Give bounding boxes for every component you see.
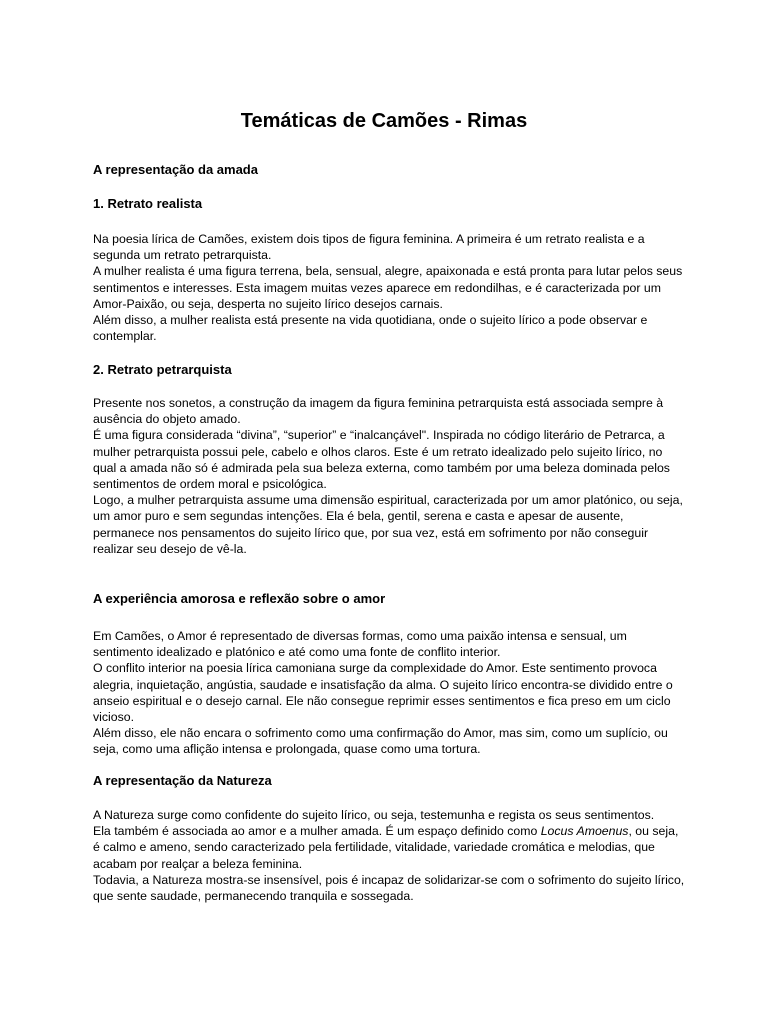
section-heading-amada: A representação da amada <box>93 162 258 177</box>
section-heading-experiencia: A experiência amorosa e reflexão sobre o amor <box>93 591 386 606</box>
text-run: Ela também é associada ao amor e a mulher amada. É um espaço definido como <box>93 824 541 839</box>
paragraph-line: Todavia, a Natureza mostra-se insensível, pois é incapaz de solidarizar-se com o sofrimento do sujeito lírico, que sente saudade, permanecendo tranquila e sossegada. <box>93 872 685 904</box>
paragraph-natureza <box>93 807 685 904</box>
paragraph-realista <box>93 231 685 344</box>
section-heading-natureza: A representação da Natureza <box>93 773 272 788</box>
paragraph-line: Além disso, a mulher realista está presente na vida quotidiana, onde o sujeito lírico a pode observar e contemplar. <box>93 313 648 344</box>
text-run: , ou seja, é calmo e ameno, sendo caracterizado pela fertilidade, vitalidade, variedade cromática e melodias, que acabam por realçar a beleza feminina. <box>93 824 679 871</box>
paragraph-line: Logo, a mulher petrarquista assume uma dimensão espiritual, caracterizada por um amor platónico, ou seja, um amor puro e sem segundas intenções. Ela é bela, gentil, serena e casta e apesar de ausente, permanece nos pensamentos do sujeito lírico que, por sua vez, está em sofrimento por não conseguir realizar seu desejo de vê-la. <box>93 493 683 556</box>
subsection-heading-realista: 1. Retrato realista <box>93 196 203 211</box>
paragraph-line: Em Camões, o Amor é representado de diversas formas, como uma paixão intensa e sensual, um sentimento idealizado e platónico e até como uma fonte de conflito interior. <box>93 629 627 660</box>
paragraph-line: É uma figura considerada “divina”, “superior” e “inalcançável". Inspirada no código literário de Petrarca, a mulher petrarquista possui pele, cabelo e olhos claros. Este é um retrato idealizado pelo sujeito lírico, no qual a amada não só é admirada pela sua beleza externa, como também por uma beleza dominada pelos sentimentos de ordem moral e psicológica. <box>93 428 670 492</box>
paragraph-line <box>93 823 685 872</box>
subsection-heading-petrarquista: 2. Retrato petrarquista <box>93 362 232 377</box>
paragraph-line: A Natureza surge como confidente do sujeito lírico, ou seja, testemunha e regista os seus sentimentos. <box>93 808 655 822</box>
paragraph-line: O conflito interior na poesia lírica camoniana surge da complexidade do Amor. Este sentimento provoca alegria, inquietação, angústia, saudade e insatisfação da alma. O sujeito lírico encontra-se dividido entre o anseio espiritual e o desejo carnal. Ele não consegue reprimir esses sentimentos e fica preso em um ciclo vicioso. <box>93 661 673 725</box>
paragraph-line: A mulher realista é uma figura terrena, bela, sensual, alegre, apaixonada e está pronta para lutar pelos seus sentimentos e interesses. Esta imagem muitas vezes aparece em redondilhas, e é caracterizada por um Amor-Paixão, ou seja, desperta no sujeito lírico desejos carnais. <box>93 264 683 311</box>
italic-term: Locus Amoenus <box>540 824 629 839</box>
paragraph-line: Presente nos sonetos, a construção da imagem da figura feminina petrarquista está associada sempre à ausência do objeto amado. <box>93 396 664 427</box>
document-title: Temáticas de Camões - Rimas <box>240 110 528 132</box>
paragraph-line: Além disso, ele não encara o sofrimento como uma confirmação do Amor, mas sim, como um suplício, ou seja, como uma aflição intensa e prolongada, quase como uma tortura. <box>93 726 668 757</box>
paragraph-line: Na poesia lírica de Camões, existem dois tipos de figura feminina. A primeira é um retrato realista e a segunda um retrato petrarquista. <box>93 232 645 263</box>
paragraph-experiencia <box>93 628 685 758</box>
paragraph-petrarquista <box>93 395 685 557</box>
